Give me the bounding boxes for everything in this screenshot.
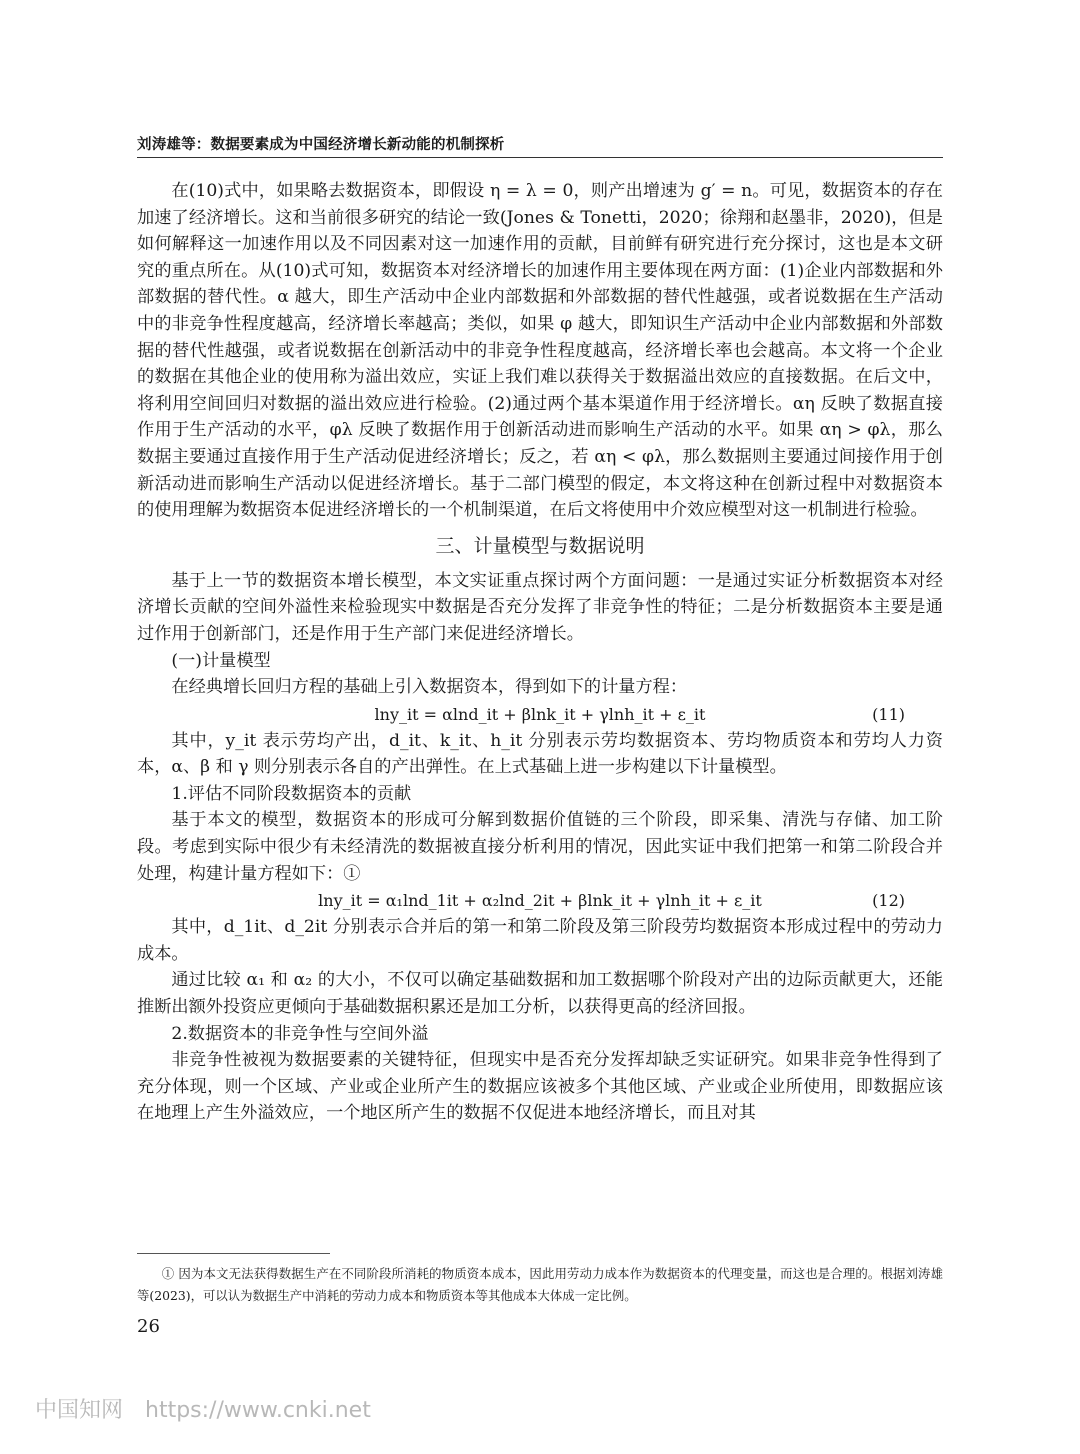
cnki-watermark xyxy=(35,1393,371,1424)
equation-number: (11) xyxy=(872,704,905,724)
subsection-heading: (一)计量模型 xyxy=(171,650,271,671)
watermark-brand: 中国知网 xyxy=(35,1398,124,1423)
section-title: 三、计量模型与数据说明 xyxy=(435,534,645,557)
watermark-url: https://www.cnki.net xyxy=(145,1398,371,1423)
equation-text: lny_it = αlnd_it + βlnk_it + γlnh_it + ε_it xyxy=(374,704,706,724)
footnote: ① 因为本文无法获得数据生产在不同阶段所消耗的物质资本成本，因此用劳动力成本作为数据资本的代理变量，而这也是合理的。根据刘涛雄等(2023)，可以认为数据生产中消耗的劳动力成本和物质资本等其他成本大体成一定比例。 xyxy=(137,1266,943,1303)
paragraph: 非竞争性被视为数据要素的关键特征，但现实中是否充分发挥却缺乏实证研究。如果非竞争性得到了充分体现，则一个区域、产业或企业所产生的数据应该被多个其他区域、产业或企业所使用，即数据应该在地理上产生外溢效应，一个地区所产生的数据不仅促进本地经济增长，而且对其 xyxy=(137,1050,943,1124)
subsection-heading: 2.数据资本的非竞争性与空间外溢 xyxy=(171,1023,429,1044)
paragraph: 通过比较 α₁ 和 α₂ 的大小，不仅可以确定基础数据和加工数据哪个阶段对产出的边际贡献更大，还能推断出额外投资应更倾向于基础数据积累还是加工分析，以获得更高的经济回报。 xyxy=(137,970,943,1018)
paragraph: 其中，y_it 表示劳均产出，d_it、k_it、h_it 分别表示劳均数据资本、劳均物质资本和劳均人力资本，α、β 和 γ 则分别表示各自的产出弹性。在上式基础上进一步构建以下计量模型。 xyxy=(137,730,943,778)
paragraph: 基于本文的模型，数据资本的形成可分解到数据价值链的三个阶段，即采集、清洗与存储、加工阶段。考虑到实际中很少有未经清洗的数据被直接分析利用的情况，因此实证中我们把第一和第二阶段合并处理，构建计量方程如下：① xyxy=(137,810,943,884)
subsection-heading: 1.评估不同阶段数据资本的贡献 xyxy=(171,783,412,804)
running-header: 刘涛雄等：数据要素成为中国经济增长新动能的机制探析 xyxy=(137,137,505,153)
main-text xyxy=(137,178,943,1127)
paragraph: 在经典增长回归方程的基础上引入数据资本，得到如下的计量方程： xyxy=(171,677,688,698)
equation-12 xyxy=(137,887,943,914)
footnote-divider xyxy=(137,1253,330,1254)
header-divider xyxy=(137,157,943,158)
paragraph: 在(10)式中，如果略去数据资本，即假设 η = λ = 0，则产出增速为 g′ = n。可见，数据资本的存在加速了经济增长。这和当前很多研究的结论一致(Jones & Tonetti，2020；徐翔和赵墨非，2020)，但是如何解释这一加速作用以及不同因素对这一加速作用的贡献，目前鲜有研究进行充分探讨，这也是本文研究的重点所在。从(10)式可知，数据资本对经济增长的加速作用主要体现在两方面：(1)企业内部数据和外部数据的替代性。α 越大，即生产活动中企业内部数据和外部数据的替代性越强，或者说数据在生产活动中的非竞争性程度越高，经济增长率越高；类似，如果 φ 越大，即知识生产活动中企业内部数据和外部数据的替代性越强，或者说数据在创新活动中的非竞争性程度越高，经济增长率也会越高。本文将一个企业的数据在其他企业的使用称为溢出效应，实证上我们难以获得关于数据溢出效应的直接数据。在后文中，将利用空间回归对数据的溢出效应进行检验。(2)通过两个基本渠道作用于经济增长。αη 反映了数据直接作用于生产活动的水平，φλ 反映了数据作用于创新活动进而影响生产活动的水平。如果 αη > φλ，那么数据主要通过直接作用于生产活动促进经济增长；反之，若 αη < φλ，那么数据则主要通过间接作用于创新活动进而影响生产活动以促进经济增长。基于二部门模型的假定，本文将这种在创新过程中对数据资本的使用理解为数据资本促进经济增长的一个机制渠道，在后文将使用中介效应模型对这一机制进行检验。 xyxy=(137,181,943,521)
equation-11 xyxy=(137,701,943,728)
paragraph: 其中，d_1it、d_2it 分别表示合并后的第一和第二阶段及第三阶段劳均数据资本形成过程中的劳动力成本。 xyxy=(137,917,943,964)
page-number: 26 xyxy=(137,1316,160,1337)
equation-number: (12) xyxy=(872,891,905,911)
paragraph: 基于上一节的数据资本增长模型，本文实证重点探讨两个方面问题：一是通过实证分析数据资本对经济增长贡献的空间外溢性来检验现实中数据是否充分发挥了非竞争性的特征；二是分析数据资本主要是通过作用于创新部门，还是作用于生产部门来促进经济增长。 xyxy=(137,570,943,644)
equation-text: lny_it = α₁lnd_1it + α₂lnd_2it + βlnk_it + γlnh_it + ε_it xyxy=(318,891,762,911)
